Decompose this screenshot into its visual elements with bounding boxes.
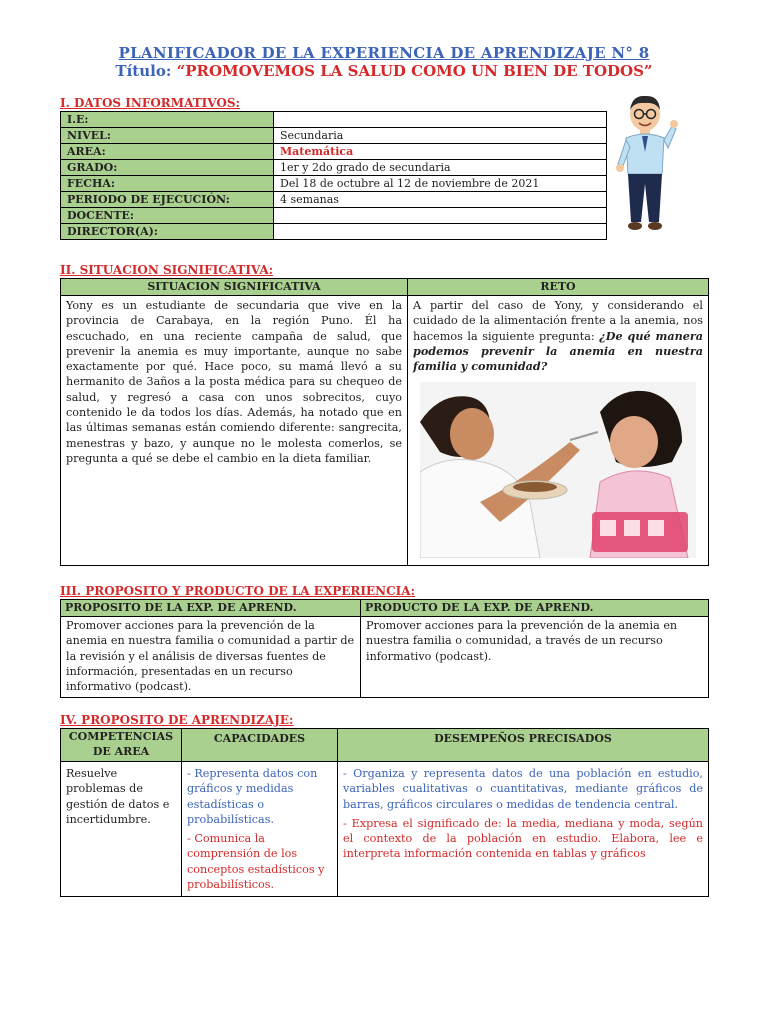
section-4-heading: IV. PROPOSITO DE APRENDIZAJE: — [60, 713, 294, 727]
info-value: Del 18 de octubre al 12 de noviembre de 2021 — [274, 176, 607, 192]
info-value — [274, 208, 607, 224]
purpose-text: Promover acciones para la prevención de la anemia en nuestra familia o comunidad a partir de la revisión y el análisis de diversas fuentes de información, presentadas en un recurso informativo (podcast). — [66, 619, 355, 694]
learning-purpose-table — [60, 728, 709, 897]
purpose-header: PROPOSITO DE LA EXP. DE APREND. — [61, 600, 361, 617]
reto-intro: A partir del caso de Yony, y considerando el cuidado de la alimentación frente a la anemia, nos hacemos la siguiente pregunta: — [413, 299, 703, 343]
info-row — [61, 144, 607, 160]
purpose-table — [60, 599, 709, 698]
info-value — [274, 224, 607, 240]
performance-2: - Expresa el significado de: la media, mediana y moda, según el contexto de la población en estudio. Elabora, lee e interpreta información contenida en tablas y gráficos — [343, 816, 703, 861]
reto-cell — [408, 296, 709, 566]
info-row — [61, 112, 607, 128]
info-value — [274, 112, 607, 128]
info-label: AREA: — [61, 144, 274, 160]
capacity-1: - Representa datos con gráficos y medidas estadísticas o probabilísticas. — [187, 767, 318, 826]
title-label: Título: — [115, 62, 172, 80]
section-1-heading: I. DATOS INFORMATIVOS: — [60, 96, 240, 110]
situation-text: Yony es un estudiante de secundaria que vive en la provincia de Carabaya, en la región Puno. Él ha escuchado, en una reciente campaña de salud, que prevenir la anemia es muy importante, aunque no sabe exactamente por qué. Hace poco, su mamá llevó a su hermanito de 3años a la posta médica para su chequeo de salud, y regresó a casa con unos sobrecitos, cuyo contenido le da todos los días. Además, ha notado que en las últimas semanas están comiendo diferente: sangrecita, menestras y bazo, y aunque no le molesta comerlos, se pregunta a qué se debe el cambio en la dieta familiar. — [66, 299, 402, 465]
performance-1: - Organiza y representa datos de una población en estudio, variables cualitativas o cuantitativas, mediante gráficos de barras, gráficos circulares o medidas de tendencia central. — [343, 767, 703, 811]
product-header: PRODUCTO DE LA EXP. DE APREND. — [361, 600, 709, 617]
situation-table — [60, 278, 709, 566]
situation-header: SITUACION SIGNIFICATIVA — [61, 279, 408, 296]
reto-question: ¿De qué manera podemos prevenir la anemia en nuestra familia y comunidad? — [413, 328, 703, 374]
competency-text: Resuelve problemas de gestión de datos e incertidumbre. — [66, 767, 170, 826]
info-value: 4 semanas — [274, 192, 607, 208]
info-row — [61, 160, 607, 176]
situation-cell — [61, 296, 408, 566]
info-row — [61, 128, 607, 144]
mother-feeding-child-photo — [420, 382, 696, 558]
section-2-heading: II. SITUACION SIGNIFICATIVA: — [60, 263, 274, 277]
info-label: NIVEL: — [61, 128, 274, 144]
info-label: PERIODO DE EJECUCIÓN: — [61, 192, 274, 208]
teacher-avatar — [612, 92, 678, 234]
info-row — [61, 224, 607, 240]
info-label: GRADO: — [61, 160, 274, 176]
performance-header: DESEMPEÑOS PRECISADOS — [338, 729, 709, 762]
purpose-cell — [61, 617, 361, 698]
reto-text — [413, 298, 703, 374]
info-value: 1er y 2do grado de secundaria — [274, 160, 607, 176]
competency-cell — [61, 762, 182, 897]
product-text: Promover acciones para la prevención de la anemia en nuestra familia o comunidad, a través de un recurso informativo (podcast). — [366, 619, 678, 663]
info-label: I.E: — [61, 112, 274, 128]
info-label: DOCENTE: — [61, 208, 274, 224]
product-cell — [361, 617, 709, 698]
section-3-heading: III. PROPOSITO Y PRODUCTO DE LA EXPERIENCIA: — [60, 584, 416, 598]
info-value: Secundaria — [274, 128, 607, 144]
title-value: “PROMOVEMOS LA SALUD COMO UN BIEN DE TODOS” — [176, 62, 653, 80]
info-row — [61, 208, 607, 224]
experience-title — [0, 62, 768, 80]
capacity-cell — [182, 762, 338, 897]
competency-header: COMPETENCIAS DE AREA — [61, 729, 182, 762]
info-label: DIRECTOR(A): — [61, 224, 274, 240]
capacity-2: - Comunica la comprensión de los conceptos estadísticos y probabilísticos. — [187, 832, 325, 892]
info-table — [60, 111, 607, 240]
performance-cell — [338, 762, 709, 897]
info-label: FECHA: — [61, 176, 274, 192]
info-row — [61, 176, 607, 192]
info-value: Matemática — [274, 144, 607, 160]
planner-title: PLANIFICADOR DE LA EXPERIENCIA DE APRENDIZAJE N° 8 — [118, 44, 650, 62]
info-row — [61, 192, 607, 208]
capacity-header: CAPACIDADES — [182, 729, 338, 762]
reto-header: RETO — [408, 279, 709, 296]
